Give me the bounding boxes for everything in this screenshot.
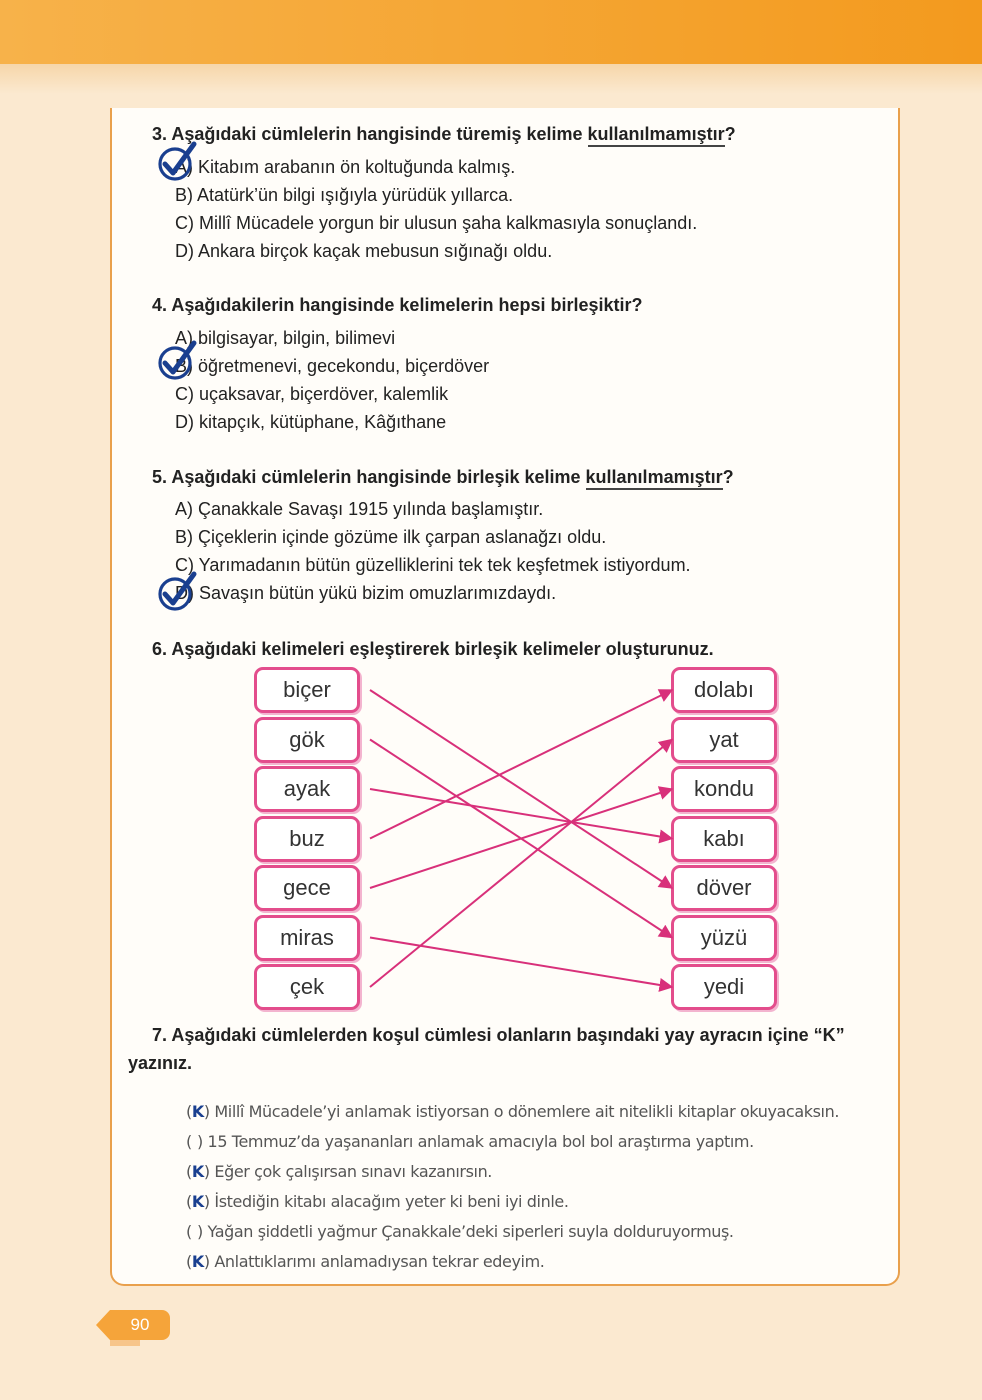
q4-option-a[interactable]: A) bilgisayar, bilgin, bilimevi <box>175 328 396 348</box>
left-word-box[interactable]: biçer <box>254 667 360 713</box>
left-word-box[interactable]: buz <box>254 816 360 862</box>
q3-option-a[interactable]: A) Kitabım arabanın ön koltuğunda kalmış. <box>175 157 516 177</box>
left-word-box[interactable]: miras <box>254 915 360 961</box>
q7-item-mark[interactable]: K <box>191 1252 204 1271</box>
q4-title: 4. Aşağıdakilerin hangisinde kelimelerin hepsi birleşiktir? <box>152 295 643 315</box>
right-word-box[interactable]: dolabı <box>671 667 777 713</box>
q4-option-d[interactable]: D) kitapçık, kütüphane, Kâğıthane <box>175 412 447 432</box>
q7-item: (K) Eğer çok çalışırsan sınavı kazanırsın. <box>186 1162 492 1181</box>
left-word-box[interactable]: ayak <box>254 766 360 812</box>
match-line-biçer-döver <box>370 690 672 888</box>
q7-item-mark[interactable] <box>192 1222 197 1241</box>
q7-item: (K) Anlattıklarımı anlamadıysan tekrar edeyim. <box>186 1252 545 1271</box>
right-word-box[interactable]: yat <box>671 717 777 763</box>
right-word-box[interactable]: kabı <box>671 816 777 862</box>
q4-option-b[interactable]: B) öğretmenevi, gecekondu, biçerdöver <box>175 356 490 376</box>
q4-option-c[interactable]: C) uçaksavar, biçerdöver, kalemlik <box>175 384 449 404</box>
q3-option-b[interactable]: B) Atatürk’ün bilgi ışığıyla yürüdük yıllarca. <box>175 185 514 205</box>
q7-title-line1: 7. Aşağıdaki cümlelerden koşul cümlesi olanların başındaki yay ayracın içine “K” <box>152 1025 845 1045</box>
q7-title-line2: yazınız. <box>128 1053 193 1073</box>
q7-item: (K) Millî Mücadele’yi anlamak istiyorsan o dönemlere ait nitelikli kitaplar okuyacaksın. <box>186 1102 840 1121</box>
q7-item-mark[interactable]: K <box>191 1102 204 1121</box>
q3-title: 3. Aşağıdaki cümlelerin hangisinde türemiş kelime kullanılmamıştır? <box>152 124 736 145</box>
page-number: 90 <box>110 1310 170 1340</box>
match-line-ayak-kabı <box>370 789 672 839</box>
q3-option-d[interactable]: D) Ankara birçok kaçak mebusun sığınağı oldu. <box>175 241 553 261</box>
q5-title: 5. Aşağıdaki cümlelerin hangisinde birleşik kelime kullanılmamıştır? <box>152 467 734 488</box>
q7-item-mark[interactable]: K <box>191 1192 204 1211</box>
left-word-box[interactable]: gece <box>254 865 360 911</box>
match-line-çek-yat <box>370 740 672 988</box>
right-word-box[interactable]: yedi <box>671 964 777 1010</box>
q7-item: ( ) 15 Temmuz’da yaşananları anlamak amacıyla bol bol araştırma yaptım. <box>186 1132 754 1151</box>
q5-option-a[interactable]: A) Çanakkale Savaşı 1915 yılında başlamıştır. <box>175 499 544 519</box>
q7-item-mark[interactable] <box>192 1132 197 1151</box>
q3-option-c[interactable]: C) Millî Mücadele yorgun bir ulusun şaha kalkmasıyla sonuçlandı. <box>175 213 698 233</box>
right-word-box[interactable]: kondu <box>671 766 777 812</box>
q7-item: ( ) Yağan şiddetli yağmur Çanakkale’deki siperleri suyla dolduruyormuş. <box>186 1222 734 1241</box>
match-line-miras-yedi <box>370 938 672 988</box>
q7-item: (K) İstediğin kitabı alacağım yeter ki beni iyi dinle. <box>186 1192 569 1211</box>
q5-option-b[interactable]: B) Çiçeklerin içinde gözüme ilk çarpan aslanağzı oldu. <box>175 527 607 547</box>
right-word-box[interactable]: yüzü <box>671 915 777 961</box>
left-word-box[interactable]: çek <box>254 964 360 1010</box>
right-word-box[interactable]: döver <box>671 865 777 911</box>
q5-option-d[interactable]: D) Savaşın bütün yükü bizim omuzlarımızdaydı. <box>175 583 557 603</box>
page-number-strip <box>110 1340 140 1346</box>
match-line-gece-kondu <box>370 789 672 888</box>
q7-item-mark[interactable]: K <box>191 1162 204 1181</box>
left-word-box[interactable]: gök <box>254 717 360 763</box>
q6-title: 6. Aşağıdaki kelimeleri eşleştirerek birleşik kelimeler oluşturunuz. <box>152 639 714 659</box>
q5-option-c[interactable]: C) Yarımadanın bütün güzelliklerini tek tek keşfetmek istiyordum. <box>175 555 691 575</box>
match-line-buz-dolabı <box>370 690 672 839</box>
